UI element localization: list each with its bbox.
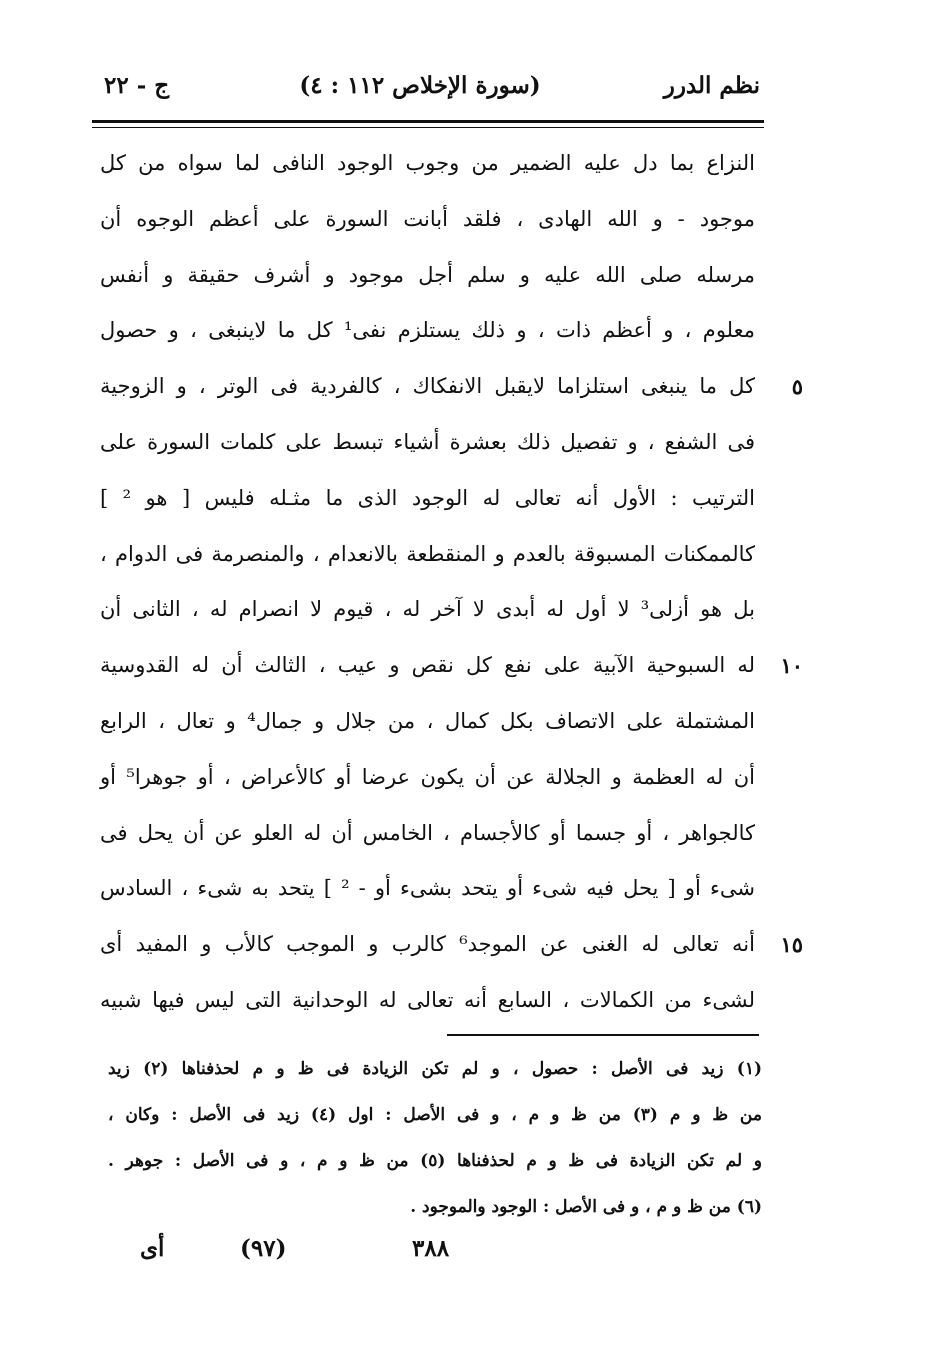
text-line: الترتيب : الأول أنه تعالى له الوجود الذى ما مثـله فليس [ هو ² ] [100,485,755,510]
header-rule-thin [92,127,764,128]
text-line: فى الشفع ، و تفصيل ذلك بعشرة أشياء تبسط على كلمات السورة على [100,429,755,454]
text-line: موجود - و الله الهادى ، فلقد أبانت السورة على أعظم الوجوه أن [100,206,755,231]
main-text [100,136,803,1029]
line-number-5: ٥ [791,374,803,400]
surah-reference: (سورة الإخلاص ١١٢ : ٤) [299,72,541,99]
text-line-content: أنه تعالى له الغنى عن الموجد⁶ كالرب و الموجب كالأب و المفيد أى [100,932,755,957]
text-line-5 [100,359,803,415]
footnote-line: (٦) من ظ و م ، و فى الأصل : الوجود والموجود . [410,1197,762,1217]
page-number: ٣٨٨ [412,1235,450,1262]
text-line: النزاع بما دل عليه الضمير من وجوب الوجود النافى لما سواه من كل [100,151,755,175]
text-line: بل هو أزلى³ لا أول له أبدى لا آخر له ، قيوم لا انصرام له ، الثانى أن [100,597,755,622]
line-number-10: ١٠ [780,653,803,679]
text-line: أن له العظمة و الجلالة عن أن يكون عرضا أو كالأعراض ، أو جوهرا⁵ أو [100,764,755,789]
book-title: نظم الدرر [663,72,760,99]
text-line: مرسله صلى الله عليه و سلم أجل موجود و أشرف حقيقة و أنفس [100,262,755,287]
text-line: كالممكنات المسبوقة بالعدم و المنقطعة بالانعدام ، والمنصرمة فى الدوام ، [100,541,755,566]
text-line-10 [100,638,803,694]
text-line: المشتملة على الاتصاف بكل كمال ، من جلال و جمال⁴ و تعال ، الرابع [100,708,755,733]
footnote-line: (١) زيد فى الأصل : حصول ، و لم تكن الزيادة فى ظ و م لحذفناها (٢) زيد [108,1059,763,1079]
text-line: شىء أو [ يحل فيه شىء أو يتحد بشىء أو - ² ] يتحد به شىء ، السادس [100,876,755,901]
running-header [80,72,760,112]
volume-page-label: ج - ٢٢ [104,72,170,99]
text-line: معلوم ، و أعظم ذات ، و ذلك يستلزم نفى¹ كل ما لاينبغى ، و حصول [100,318,755,343]
text-line: كالجواهر ، أو جسما أو كالأجسام ، الخامس أن له العلو عن أن يحل فى [100,820,755,845]
text-line: لشىء من الكمالات ، السابع أنه تعالى له الوحدانية التى ليس فيها شبيه [100,987,755,1012]
header-rule-thick [92,120,764,123]
text-line-15 [100,917,803,973]
footnote-rule [447,1034,759,1036]
footnote-line: و لم تكن الزيادة فى ظ و م لحذفناها (٥) من ظ و م ، و فى الأصل : جوهر . [108,1151,763,1171]
line-number-15: ١٥ [780,932,803,958]
footnote-line: من ظ و م (٣) من ظ و م ، و فى الأصل : اول (٤) زيد فى الأصل : وكان ، [108,1105,762,1125]
catchword: أى [140,1235,165,1262]
signature-mark: (٩٧) [240,1235,287,1262]
text-line-content: له السبوحية الآبية على نفع كل نقص و عيب ، الثالث أن له القدوسية [100,653,755,678]
footnotes [108,1046,762,1230]
text-line-content: كل ما ينبغى استلزاما لايقبل الانفكاك ، كالفردية فى الوتر ، و الزوجية [100,374,755,399]
